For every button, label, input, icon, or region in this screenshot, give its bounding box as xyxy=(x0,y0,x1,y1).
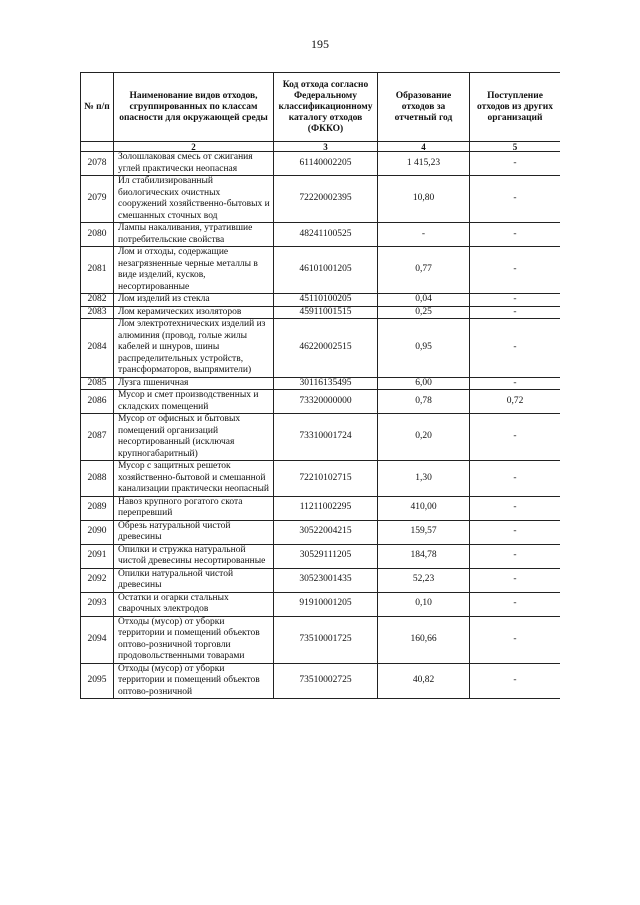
fkko-code: 30529111205 xyxy=(274,544,378,568)
generated-amount: 52,23 xyxy=(378,568,470,592)
waste-name: Отходы (мусор) от уборки территории и помещений объектов оптово-розничной xyxy=(114,663,274,699)
col-number-1 xyxy=(81,142,114,152)
fkko-code: 72210102715 xyxy=(274,461,378,497)
received-amount: - xyxy=(470,152,561,176)
waste-name: Обрезь натуральной чистой древесины xyxy=(114,520,274,544)
generated-amount: 410,00 xyxy=(378,496,470,520)
generated-amount: 10,80 xyxy=(378,176,470,223)
row-number: 2085 xyxy=(81,377,114,390)
table-row xyxy=(81,377,561,390)
table-row xyxy=(81,390,561,414)
waste-name: Отходы (мусор) от уборки территории и помещений объектов оптово-розничной торговли продовольственными товарами xyxy=(114,616,274,663)
waste-name: Лузга пшеничная xyxy=(114,377,274,390)
generated-amount: - xyxy=(378,223,470,247)
table-row xyxy=(81,319,561,378)
fkko-code: 72220002395 xyxy=(274,176,378,223)
row-number: 2091 xyxy=(81,544,114,568)
table-row xyxy=(81,663,561,699)
fkko-code: 73510002725 xyxy=(274,663,378,699)
table-row xyxy=(81,461,561,497)
table-row xyxy=(81,223,561,247)
col-header-code: Код отхода согласно Федеральному классификационному каталогу отходов (ФККО) xyxy=(274,73,378,142)
col-header-generated: Образование отходов за отчетный год xyxy=(378,73,470,142)
generated-amount: 184,78 xyxy=(378,544,470,568)
table-row xyxy=(81,544,561,568)
row-number: 2090 xyxy=(81,520,114,544)
fkko-code: 30523001435 xyxy=(274,568,378,592)
generated-amount: 0,04 xyxy=(378,294,470,307)
generated-amount: 0,20 xyxy=(378,414,470,461)
row-number: 2080 xyxy=(81,223,114,247)
fkko-code: 91910001205 xyxy=(274,592,378,616)
row-number: 2089 xyxy=(81,496,114,520)
fkko-code: 73310001724 xyxy=(274,414,378,461)
table-row xyxy=(81,152,561,176)
received-amount: - xyxy=(470,247,561,294)
waste-name: Остатки и огарки стальных сварочных электродов xyxy=(114,592,274,616)
fkko-code: 30116135495 xyxy=(274,377,378,390)
generated-amount: 159,57 xyxy=(378,520,470,544)
received-amount: - xyxy=(470,520,561,544)
generated-amount: 1,30 xyxy=(378,461,470,497)
row-number: 2092 xyxy=(81,568,114,592)
table-row xyxy=(81,520,561,544)
generated-amount: 0,10 xyxy=(378,592,470,616)
waste-name: Мусор от офисных и бытовых помещений организаций несортированный (исключая крупногабаритный) xyxy=(114,414,274,461)
col-header-number: № п/п xyxy=(81,73,114,142)
waste-name: Опилки и стружка натуральной чистой древесины несортированные xyxy=(114,544,274,568)
waste-name: Опилки натуральной чистой древесины xyxy=(114,568,274,592)
generated-amount: 0,78 xyxy=(378,390,470,414)
col-number-3: 3 xyxy=(274,142,378,152)
received-amount: - xyxy=(470,377,561,390)
generated-amount: 0,95 xyxy=(378,319,470,378)
table-row xyxy=(81,294,561,307)
row-number: 2086 xyxy=(81,390,114,414)
fkko-code: 11211002295 xyxy=(274,496,378,520)
generated-amount: 160,66 xyxy=(378,616,470,663)
row-number: 2084 xyxy=(81,319,114,378)
row-number: 2082 xyxy=(81,294,114,307)
col-number-5: 5 xyxy=(470,142,561,152)
header-row xyxy=(81,73,561,142)
received-amount: - xyxy=(470,496,561,520)
received-amount: - xyxy=(470,306,561,319)
table-row xyxy=(81,414,561,461)
waste-name: Ил стабилизированный биологических очистных сооружений хозяйственно-бытовых и смешанных сточных вод xyxy=(114,176,274,223)
waste-name: Навоз крупного рогатого скота перепревший xyxy=(114,496,274,520)
col-header-name: Наименование видов отходов, сгруппированных по классам опасности для окружающей среды xyxy=(114,73,274,142)
received-amount: - xyxy=(470,568,561,592)
table-row xyxy=(81,176,561,223)
fkko-code: 45911001515 xyxy=(274,306,378,319)
waste-table-container xyxy=(80,72,560,829)
generated-amount: 0,25 xyxy=(378,306,470,319)
waste-name: Мусор с защитных решеток хозяйственно-бытовой и смешанной канализации практически неопасный xyxy=(114,461,274,497)
table-row xyxy=(81,496,561,520)
generated-amount: 40,82 xyxy=(378,663,470,699)
row-number: 2081 xyxy=(81,247,114,294)
fkko-code: 46220002515 xyxy=(274,319,378,378)
waste-name: Лом электротехнических изделий из алюминия (провод, голые жилы кабелей и шнуров, шины распределительных устройств, трансформаторов, выпрямители) xyxy=(114,319,274,378)
waste-name: Лампы накаливания, утратившие потребительские свойства xyxy=(114,223,274,247)
col-number-4: 4 xyxy=(378,142,470,152)
received-amount: - xyxy=(470,592,561,616)
row-number: 2093 xyxy=(81,592,114,616)
fkko-code: 61140002205 xyxy=(274,152,378,176)
row-number: 2094 xyxy=(81,616,114,663)
column-number-row xyxy=(81,142,561,152)
generated-amount: 6,00 xyxy=(378,377,470,390)
received-amount: - xyxy=(470,461,561,497)
generated-amount: 1 415,23 xyxy=(378,152,470,176)
received-amount: 0,72 xyxy=(470,390,561,414)
waste-name: Лом изделий из стекла xyxy=(114,294,274,307)
received-amount: - xyxy=(470,319,561,378)
waste-name: Лом и отходы, содержащие незагрязненные черные металлы в виде изделий, кусков, несортированные xyxy=(114,247,274,294)
table-row xyxy=(81,592,561,616)
waste-name: Золошлаковая смесь от сжигания углей практически неопасная xyxy=(114,152,274,176)
waste-table xyxy=(80,72,560,699)
waste-name: Лом керамических изоляторов xyxy=(114,306,274,319)
fkko-code: 48241100525 xyxy=(274,223,378,247)
fkko-code: 46101001205 xyxy=(274,247,378,294)
received-amount: - xyxy=(470,414,561,461)
row-number: 2078 xyxy=(81,152,114,176)
received-amount: - xyxy=(470,294,561,307)
waste-name: Мусор и смет производственных и складских помещений xyxy=(114,390,274,414)
table-row xyxy=(81,306,561,319)
table-row xyxy=(81,616,561,663)
fkko-code: 73320000000 xyxy=(274,390,378,414)
fkko-code: 30522004215 xyxy=(274,520,378,544)
row-number: 2087 xyxy=(81,414,114,461)
received-amount: - xyxy=(470,544,561,568)
col-header-received: Поступление отходов из других организаций xyxy=(470,73,561,142)
row-number: 2095 xyxy=(81,663,114,699)
page-number: 195 xyxy=(311,37,329,51)
table-row xyxy=(81,568,561,592)
row-number: 2079 xyxy=(81,176,114,223)
col-number-2: 2 xyxy=(114,142,274,152)
fkko-code: 73510001725 xyxy=(274,616,378,663)
received-amount: - xyxy=(470,223,561,247)
received-amount: - xyxy=(470,663,561,699)
generated-amount: 0,77 xyxy=(378,247,470,294)
received-amount: - xyxy=(470,616,561,663)
row-number: 2088 xyxy=(81,461,114,497)
fkko-code: 45110100205 xyxy=(274,294,378,307)
row-number: 2083 xyxy=(81,306,114,319)
table-row xyxy=(81,247,561,294)
received-amount: - xyxy=(470,176,561,223)
